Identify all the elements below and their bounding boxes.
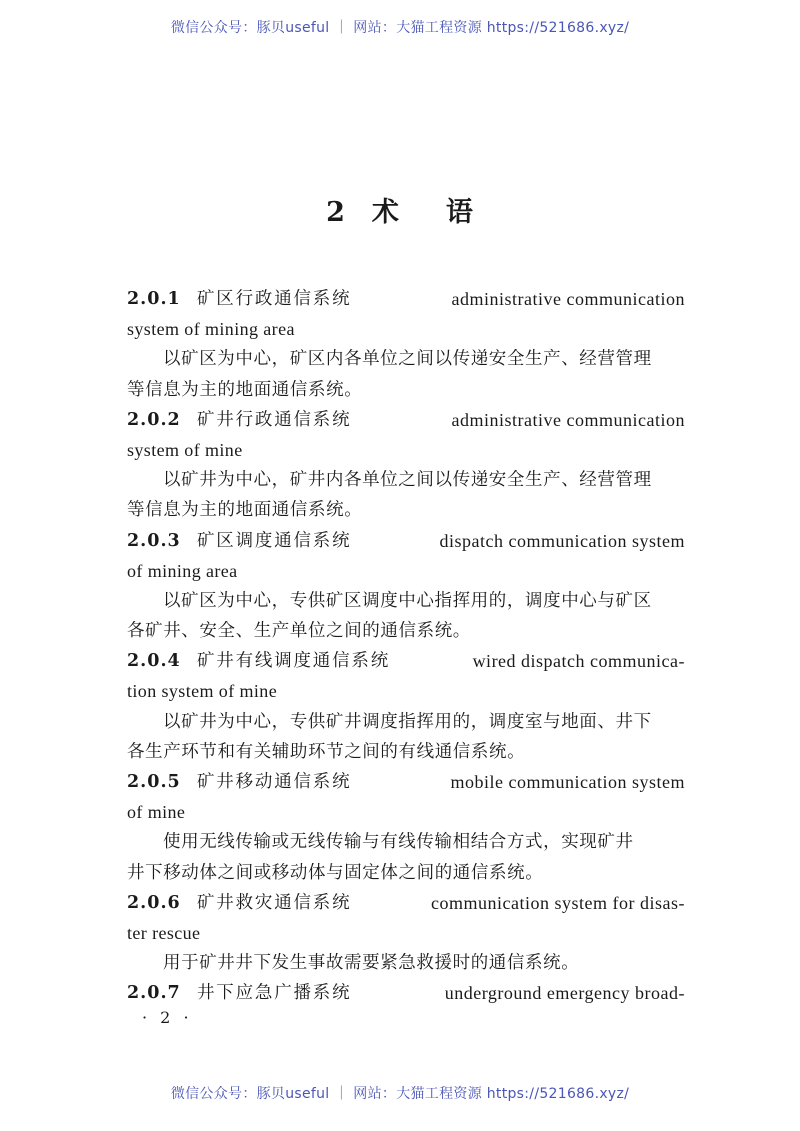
term-definition-line: 等信息为主的地面通信系统。	[127, 500, 363, 521]
term-english: communication system for disas-	[431, 892, 685, 913]
term-chinese: 矿区调度通信系统	[197, 530, 352, 551]
chapter-number: 2	[326, 197, 346, 228]
chapter-title-char-2: 语	[445, 197, 474, 228]
term-entry	[127, 405, 685, 526]
term-entry	[127, 646, 685, 767]
term-chinese: 矿区行政通信系统	[197, 289, 352, 309]
term-chinese: 矿井行政通信系统	[197, 409, 352, 430]
term-definition-line: 井下移动体之间或移动体与固定体之间的通信系统。	[127, 862, 544, 883]
term-heading	[127, 978, 685, 1008]
term-english: underground emergency broad-	[444, 983, 685, 1004]
term-definition-line: 以矿井为中心，矿井内各单位之间以传递安全生产、经营管理	[163, 470, 652, 491]
term-definition-line: 各矿井、安全、生产单位之间的通信系统。	[127, 621, 471, 642]
term-english: wired dispatch communica-	[472, 651, 685, 672]
watermark-bottom: 微信公众号：豚贝useful ｜ 网站：大猫工程资源 https://521686.xyz/	[170, 1086, 630, 1102]
page-number: · 2 ·	[142, 1008, 193, 1027]
term-english-continued: of mining area	[127, 560, 238, 581]
term-entry	[127, 978, 685, 1008]
term-english: mobile communication system	[450, 772, 685, 792]
term-definition-line: 用于矿井井下发生事故需要紧急救援时的通信系统。	[163, 953, 580, 974]
term-definition-line: 等信息为主的地面通信系统。	[127, 379, 363, 400]
term-chinese: 矿井有线调度通信系统	[197, 651, 390, 672]
term-heading	[127, 767, 685, 797]
term-number: 2.0.6	[127, 892, 181, 913]
term-heading	[127, 405, 685, 435]
term-number: 2.0.3	[127, 530, 181, 551]
term-english-continued: ter rescue	[127, 922, 201, 943]
term-definition-line: 以矿区为中心，矿区内各单位之间以传递安全生产、经营管理	[163, 349, 652, 370]
term-english-continued: tion system of mine	[127, 681, 278, 702]
term-chinese: 矿井移动通信系统	[197, 772, 352, 792]
term-entry	[127, 284, 685, 405]
chapter-title-char-1: 术	[371, 197, 400, 228]
term-number: 2.0.7	[127, 983, 181, 1004]
term-heading	[127, 646, 685, 676]
term-entry	[127, 767, 685, 888]
term-definition-line: 使用无线传输或无线传输与有线传输相结合方式，实现矿井	[163, 832, 634, 853]
term-english-continued: system of mine	[127, 439, 243, 460]
term-entry	[127, 888, 685, 979]
term-chinese: 井下应急广播系统	[197, 983, 352, 1004]
terms-list	[127, 284, 685, 1009]
term-number: 2.0.5	[127, 772, 181, 792]
term-english-continued: of mine	[127, 802, 186, 823]
term-heading	[127, 284, 685, 314]
term-english: administrative communication	[451, 289, 685, 309]
term-english-continued: system of mining area	[127, 319, 295, 340]
chapter-title	[0, 190, 800, 229]
watermark-top: 微信公众号：豚贝useful ｜ 网站：大猫工程资源 https://521686.xyz/	[170, 20, 630, 36]
term-number: 2.0.2	[127, 409, 181, 430]
term-definition-line: 以矿区为中心，专供矿区调度中心指挥用的，调度中心与矿区	[163, 590, 652, 611]
term-heading	[127, 526, 685, 556]
term-english: administrative communication	[451, 409, 685, 430]
term-number: 2.0.1	[127, 289, 181, 309]
term-english: dispatch communication system	[439, 530, 685, 551]
term-entry	[127, 526, 685, 647]
term-definition-line: 以矿井为中心，专供矿井调度指挥用的，调度室与地面、井下	[163, 711, 652, 732]
term-heading	[127, 888, 685, 918]
term-number: 2.0.4	[127, 651, 181, 672]
term-chinese: 矿井救灾通信系统	[197, 892, 352, 913]
term-definition-line: 各生产环节和有关辅助环节之间的有线通信系统。	[127, 741, 526, 762]
